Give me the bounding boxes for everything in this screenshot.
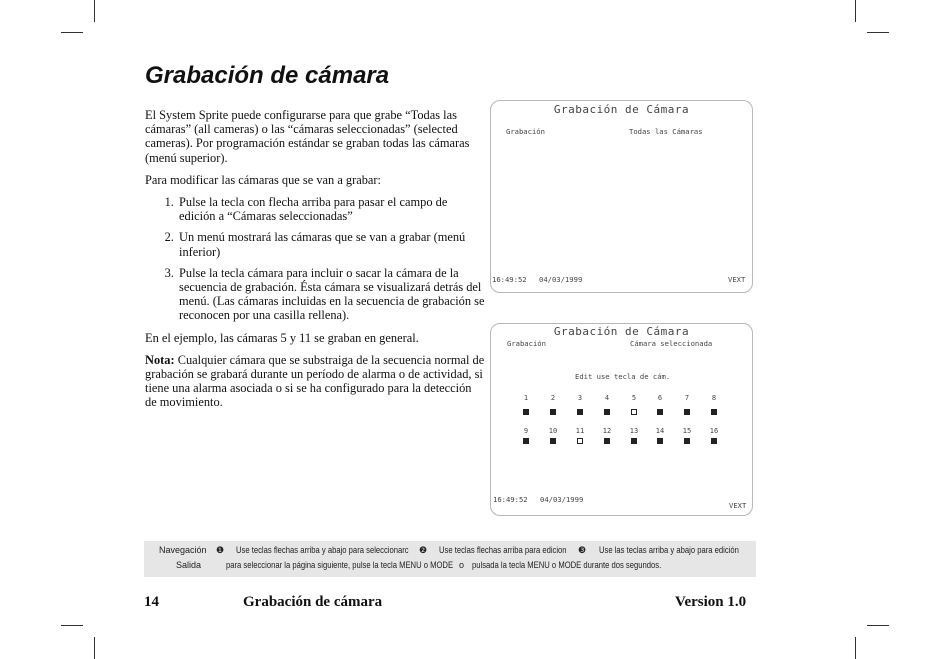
screen-time: 16:49:52 bbox=[492, 275, 527, 284]
note-text: Cualquier cámara que se substraiga de la secuencia normal de grabación se grabará durante un período de alarma o de actividad, si tiene una alarma asociada o si se ha configurado para la detección de movimiento. bbox=[145, 352, 485, 410]
screen-date: 04/03/1999 bbox=[540, 495, 584, 504]
navigation-bar bbox=[144, 541, 756, 577]
camera-number: 10 bbox=[548, 427, 558, 435]
camera-number: 13 bbox=[629, 427, 639, 435]
step-item: 3. Pulse la tecla cámara para incluir o sacar la cámara de la secuencia de grabación. Ésta cámara se visualizará detrás del menú. (Las cámaras incluidas en la secuencia de grabación se reconocen por una casilla rellena). bbox=[177, 266, 485, 323]
page-number: 14 bbox=[144, 594, 159, 610]
camera-number: 14 bbox=[655, 427, 665, 435]
recording-field-value: Cámara seleccionada bbox=[630, 339, 713, 348]
recording-field-label: Grabación bbox=[507, 339, 546, 348]
body-text bbox=[145, 108, 485, 418]
page-title: Grabación de cámara bbox=[145, 62, 390, 89]
screen-time: 16:49:52 bbox=[493, 495, 528, 504]
camera-checkbox[interactable] bbox=[604, 438, 610, 444]
camera-checkbox[interactable] bbox=[657, 438, 663, 444]
example-paragraph: En el ejemplo, las cámaras 5 y 11 se graban en general. bbox=[145, 330, 419, 345]
crop-mark bbox=[94, 0, 95, 22]
screen-all-cameras bbox=[490, 100, 753, 293]
camera-checkbox[interactable] bbox=[550, 438, 556, 444]
screen-title: Grabación de Cámara bbox=[553, 103, 690, 116]
nav-text-2: Use teclas flechas arriba para edicion bbox=[439, 545, 567, 555]
camera-checkbox[interactable] bbox=[550, 409, 556, 415]
camera-number: 9 bbox=[523, 427, 529, 435]
nav-text-1: Use teclas flechas arriba y abajo para seleccionarc bbox=[236, 545, 409, 555]
modify-intro: Para modificar las cámaras que se van a grabar: bbox=[145, 172, 381, 187]
screen-source: VEXT bbox=[728, 275, 746, 284]
camera-checkbox[interactable] bbox=[631, 409, 637, 415]
camera-checkbox[interactable] bbox=[577, 438, 583, 444]
camera-checkbox[interactable] bbox=[604, 409, 610, 415]
recording-field-value: Todas las Cámaras bbox=[629, 127, 703, 136]
camera-number: 15 bbox=[682, 427, 692, 435]
nav-text-5: o bbox=[459, 560, 465, 570]
intro-paragraph: El System Sprite puede configurarse para que grabe “Todas las cámaras” (all cameras) o las “cámaras seleccionadas” (selected cameras). Por programación estándar se graban todas las cámaras (menú superior). bbox=[145, 108, 470, 165]
camera-checkbox[interactable] bbox=[523, 438, 529, 444]
note-label: Nota: bbox=[145, 352, 175, 367]
crop-mark bbox=[867, 625, 889, 626]
camera-checkbox[interactable] bbox=[684, 409, 690, 415]
camera-number: 5 bbox=[631, 394, 637, 402]
nav-text-4: para seleccionar la página siguiente, pulse la tecla MENU o MODE bbox=[226, 560, 454, 570]
camera-checkbox[interactable] bbox=[657, 409, 663, 415]
camera-number: 16 bbox=[709, 427, 719, 435]
crop-mark bbox=[61, 32, 83, 33]
nav-text-6: pulsada la tecla MENU o MODE durante dos segundos. bbox=[472, 560, 662, 570]
screen-selected-cameras bbox=[490, 323, 753, 516]
camera-checkbox[interactable] bbox=[711, 438, 717, 444]
nav-label-navigation: Navegación bbox=[159, 545, 207, 555]
camera-number: 1 bbox=[523, 394, 529, 402]
camera-number: 12 bbox=[602, 427, 612, 435]
camera-checkbox[interactable] bbox=[711, 409, 717, 415]
step-item: 2. Un menú mostrará las cámaras que se van a grabar (menú inferior) bbox=[177, 230, 485, 258]
nav-bullet-2: ❷ bbox=[419, 545, 428, 555]
edit-hint: Edit use tecla de cám. bbox=[575, 372, 671, 381]
camera-number: 7 bbox=[684, 394, 690, 402]
camera-number: 6 bbox=[657, 394, 663, 402]
nav-label-exit: Salida bbox=[176, 560, 202, 570]
nav-text-3: Use las teclas arriba y abajo para edición bbox=[599, 545, 739, 555]
crop-mark bbox=[94, 637, 95, 659]
footer-section: Grabación de cámara bbox=[243, 594, 383, 610]
camera-checkbox[interactable] bbox=[577, 409, 583, 415]
screen-title: Grabación de Cámara bbox=[553, 325, 690, 338]
nav-bullet-1: ❶ bbox=[216, 545, 225, 555]
camera-number: 2 bbox=[550, 394, 556, 402]
crop-mark bbox=[61, 625, 83, 626]
camera-number: 8 bbox=[711, 394, 717, 402]
screen-source: VEXT bbox=[729, 501, 747, 510]
steps-list bbox=[145, 195, 485, 323]
step-item: 1. Pulse la tecla con flecha arriba para pasar el campo de edición a “Cámaras seleccionadas” bbox=[177, 195, 485, 223]
crop-mark bbox=[855, 637, 856, 659]
footer-version: Version 1.0 bbox=[675, 594, 747, 610]
camera-checkbox[interactable] bbox=[684, 438, 690, 444]
camera-number: 3 bbox=[577, 394, 583, 402]
nav-bullet-3: ❸ bbox=[578, 545, 587, 555]
camera-checkbox[interactable] bbox=[523, 409, 529, 415]
camera-number: 4 bbox=[604, 394, 610, 402]
crop-mark bbox=[855, 0, 856, 22]
crop-mark bbox=[867, 32, 889, 33]
recording-field-label: Grabación bbox=[506, 127, 545, 136]
camera-number: 11 bbox=[575, 427, 585, 435]
note-paragraph bbox=[145, 353, 485, 410]
camera-checkbox[interactable] bbox=[631, 438, 637, 444]
screen-date: 04/03/1999 bbox=[539, 275, 583, 284]
